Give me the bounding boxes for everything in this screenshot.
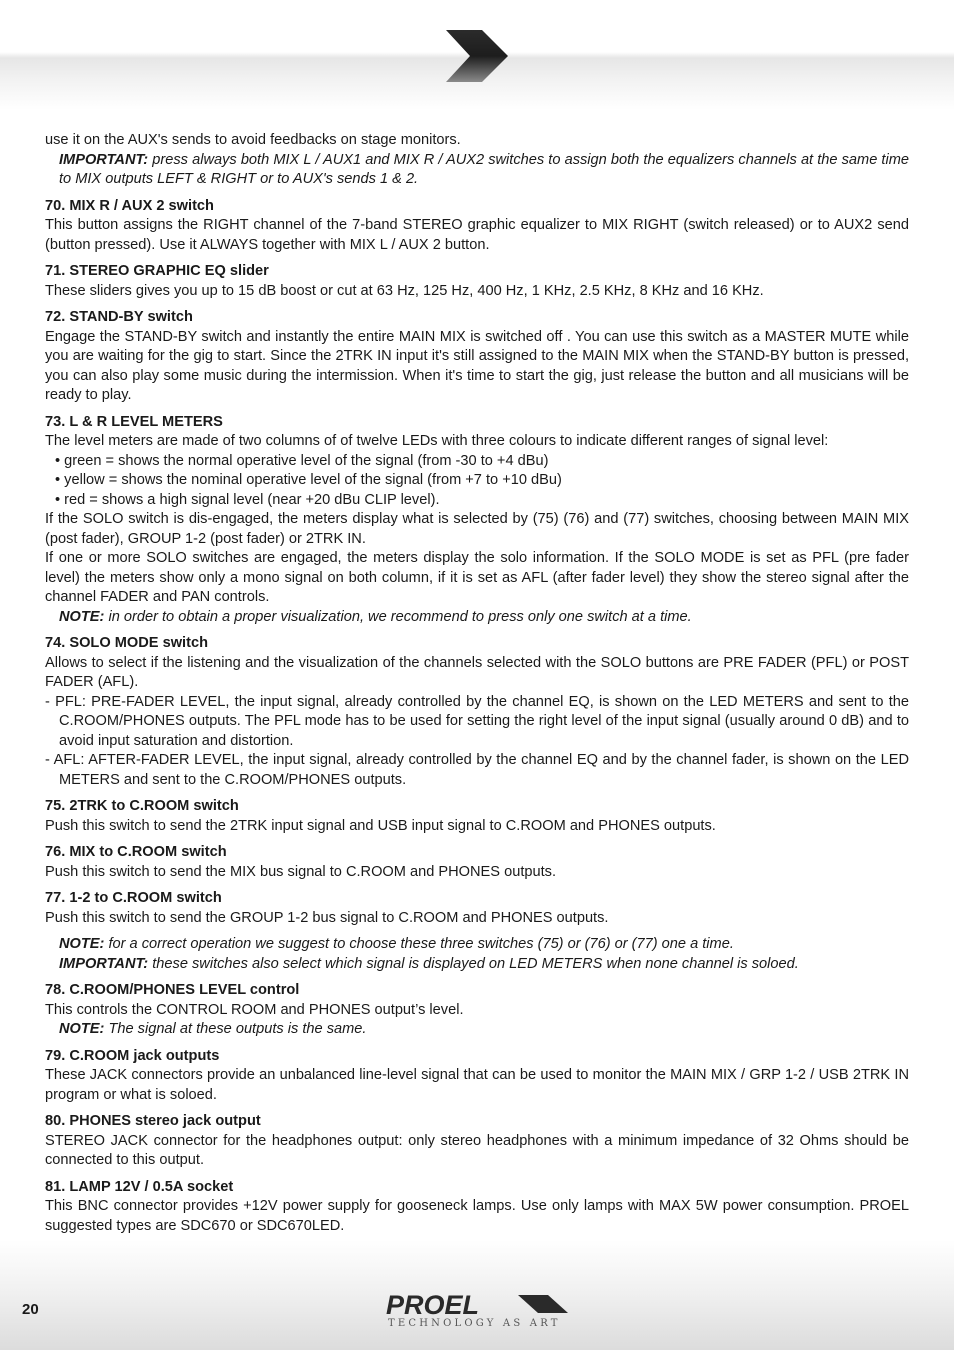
section-71-body: These sliders gives you up to 15 dB boost or cut at 63 Hz, 125 Hz, 400 Hz, 1 KHz, 2.5 KHz, 8 KHz and 16 KHz. [45,282,764,299]
section-78-heading: 78. C.ROOM/PHONES LEVEL control [45,982,300,998]
section-73-heading: 73. L & R LEVEL METERS [45,413,223,430]
list-item: - PFL: PRE-FADER LEVEL, the input signal, already controlled by the channel EQ, is shown on the LED METERS and sent to the C.ROOM/PHONES outputs. The PFL mode has to be used for setting the right level of the input signal (usually around 0 dB) and to avoid input saturation and distortion. [45,693,909,749]
section-79-heading: 79. C.ROOM jack outputs [45,1047,220,1064]
logo-tagline: TECHNOLOGY AS ART [388,1318,561,1329]
section-70-heading: 70. MIX R / AUX 2 switch [45,197,214,214]
page-content [45,131,909,1236]
section-79-body: These JACK connectors provide an unbalanced line-level signal that can be used to monitor the MAIN MIX / GRP 1-2 / USB 2TRK IN program or what is soloed. [45,1067,909,1103]
section-77-body: Push this switch to send the GROUP 1-2 bus signal to C.ROOM and PHONES outputs. [45,909,609,926]
list-item: • green = shows the normal operative level of the signal (from -30 to +4 dBu) [55,452,549,469]
section-75-body: Push this switch to send the 2TRK input signal and USB input signal to C.ROOM and PHONES outputs. [45,817,716,834]
list-item: • yellow = shows the nominal operative level of the signal (from +7 to +10 dBu) [55,472,562,488]
spacer [45,928,909,935]
section-81-heading: 81. LAMP 12V / 0.5A socket [45,1178,234,1195]
section-78-note: NOTE: The signal at these outputs is the same. [59,1021,367,1037]
section-80-body: STEREO JACK connector for the headphones output: only stereo headphones with a minimum impedance of 32 Ohms should be connected to this output. [45,1132,909,1168]
chevron-right-icon [440,26,512,86]
section-74-body: Allows to select if the listening and the visualization of the channels selected with the SOLO buttons are PRE FADER (PFL) or POST FADER (AFL). [45,654,909,690]
list-item: • red = shows a high signal level (near +20 dBu CLIP level). [55,491,440,508]
section-77-note: NOTE: for a correct operation we suggest to choose these three switches (75) or (76) or (77) one a time. [59,936,734,952]
section-78-body: This controls the CONTROL ROOM and PHONES output’s level. [45,1001,464,1018]
section-70-body: This button assigns the RIGHT channel of the 7-band STEREO graphic equalizer to MIX RIGHT (switch released) or to AUX2 send (button pressed). Use it ALWAYS together with MIX L / AUX 2 button. [45,217,909,253]
section-76-body: Push this switch to send the MIX bus signal to C.ROOM and PHONES outputs. [45,863,557,880]
list-item: - AFL: AFTER-FADER LEVEL, the input signal, already controlled by the channel EQ and by the channel fader, is shown on the LED METERS and sent to the C.ROOM/PHONES outputs. [45,752,909,788]
section-80-heading: 80. PHONES stereo jack output [45,1113,261,1129]
section-75-heading: 75. 2TRK to C.ROOM switch [45,798,239,814]
section-77-heading: 77. 1-2 to C.ROOM switch [45,890,222,906]
section-77-important: IMPORTANT: these switches also select which signal is displayed on LED METERS when none channel is soloed. [59,955,799,972]
section-73-body: The level meters are made of two columns of of twelve LEDs with three colours to indicate different ranges of signal level: [45,433,829,449]
section-74-heading: 74. SOLO MODE switch [45,635,208,651]
section-73-note: NOTE: in order to obtain a proper visualization, we recommend to press only one switch at a time. [59,608,692,625]
intro-line: use it on the AUX's sends to avoid feedbacks on stage monitors. [45,132,461,148]
section-72-body: Engage the STAND-BY switch and instantly the entire MAIN MIX is switched off . You can use this switch as a MASTER MUTE while you are waiting for the gig to start. Since the 2TRK IN input it's still assigned to the MAIN MIX when the STAND-BY button is pressed, you can also play some music during the intermission. When it's time to start the gig, just release the button and all musicians will be ready to play. [45,328,909,403]
intro-important: IMPORTANT: press always both MIX L / AUX1 and MIX R / AUX2 switches to assign both the equalizers channels at the same time to MIX outputs LEFT & RIGHT or to AUX's sends 1 & 2. [59,151,909,187]
page-number: 20 [22,1301,39,1318]
proel-logo [386,1290,572,1336]
section-71-heading: 71. STEREO GRAPHIC EQ slider [45,263,269,279]
section-72-heading: 72. STAND-BY switch [45,309,193,325]
section-73-body2: If the SOLO switch is dis-engaged, the meters display what is selected by (75) (76) and (77) switches, choosing between MAIN MIX (post fader), GROUP 1-2 (post fader) or 2TRK IN. [45,511,909,547]
section-73-body3: If one or more SOLO switches are engaged, the meters display the solo information. If the SOLO MODE is set as PFL (pre fader level) the meters show only a mono signal on both column, if it is set as AFL (after fader level) they show the stereo signal after the channel FADER and PAN controls. [45,550,909,605]
logo-wordmark: PROEL [386,1290,480,1320]
section-76-heading: 76. MIX to C.ROOM switch [45,844,227,860]
logo-chevron-icon [518,1293,570,1315]
section-81-body: This BNC connector provides +12V power supply for gooseneck lamps. Use only lamps with MAX 5W power consumption. PROEL suggested types are SDC670 or SDC670LED. [45,1198,909,1234]
